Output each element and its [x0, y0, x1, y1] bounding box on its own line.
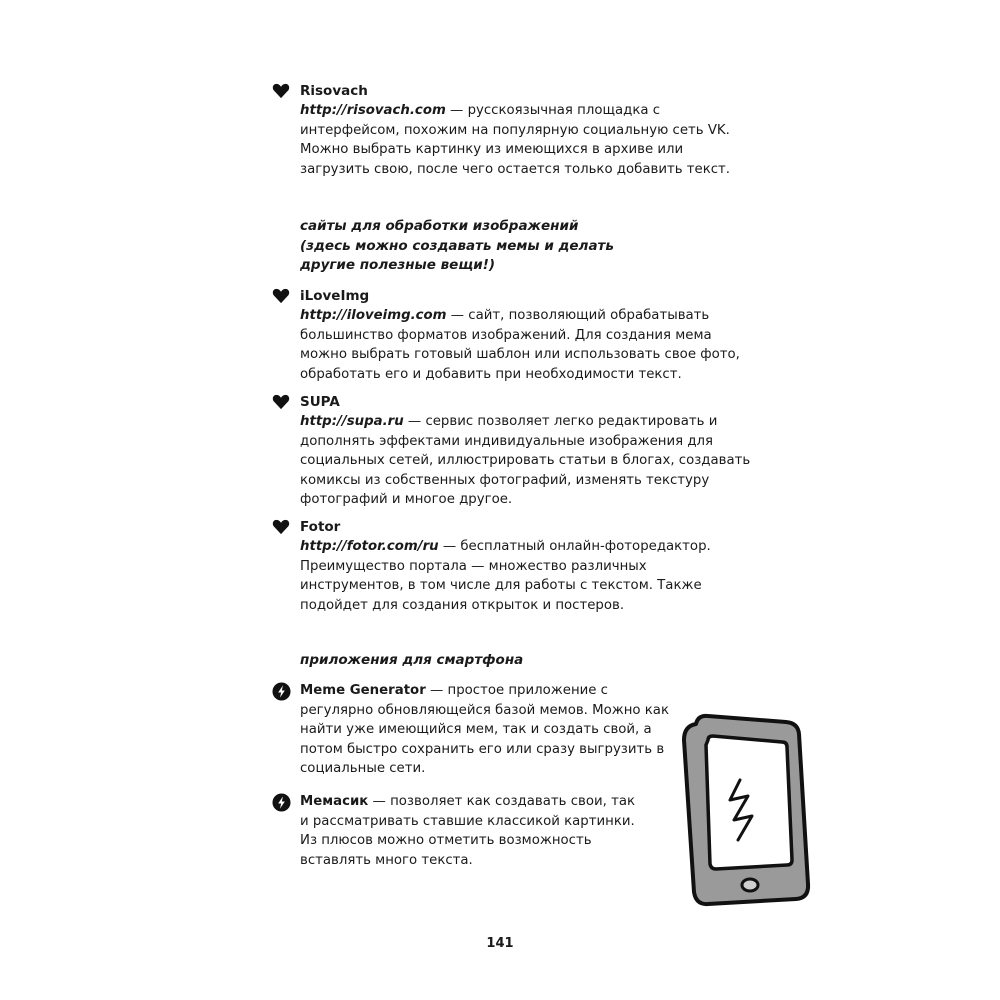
site-url: http://iloveimg.com — [300, 308, 447, 323]
app-entry-memasik — [300, 792, 640, 870]
heart-icon — [272, 519, 290, 535]
lightning-icon — [272, 793, 291, 812]
app-name: Мемасик — [300, 794, 369, 809]
app-description: — простое приложение с регулярно обновляющейся базой мемов. Можно как найти уже имеющийся мем, так и создать свой, а потом быстро сохранить его или сразу выгрузить в социальные сети. — [300, 683, 669, 777]
site-entry-iloveimg — [300, 286, 752, 384]
site-text: — бесплатный онлайн-фоторедактор. Преимущество портала — множество различных инструментов, в том числе для работы с текстом. Также подойдет для создания открыток и постеров. — [300, 539, 711, 613]
heart-icon — [272, 83, 290, 99]
site-text: — сайт, позволяющий обрабатывать большинство форматов изображений. Для создания мема можно выбрать готовый шаблон или использовать свое фото, обработать его и добавить при необходимости текст. — [300, 308, 740, 382]
site-title: Risovach — [300, 83, 368, 99]
app-name: Meme Generator — [300, 683, 426, 698]
smartphone-icon — [678, 712, 814, 912]
page-number: 141 — [486, 936, 514, 951]
site-text: — русскоязычная площадка с интерфейсом, похожим на популярную социальную сеть VK. Можно выбрать картинку из имеющихся в архиве или загрузить свою, после чего остается только добавить текст. — [300, 103, 731, 177]
app-entry-meme-generator — [300, 681, 678, 779]
site-description — [300, 537, 752, 615]
site-url: http://supa.ru — [300, 414, 404, 429]
section-heading-apps: приложения для смартфона — [300, 652, 524, 668]
lightning-icon — [272, 682, 291, 701]
site-title: iLoveImg — [300, 288, 370, 304]
site-entry-supa — [300, 392, 752, 510]
site-url: http://risovach.com — [300, 103, 446, 118]
heart-icon — [272, 288, 290, 304]
site-entry-fotor — [300, 517, 752, 615]
app-description: — позволяет как создавать свои, так и рассматривать ставшие классикой картинки. Из плюсов можно отметить возможность вставлять много текста. — [300, 794, 635, 868]
site-title: Fotor — [300, 519, 341, 535]
site-url: http://fotor.com/ru — [300, 539, 439, 554]
site-entry-risovach — [300, 81, 752, 179]
site-description — [300, 306, 752, 384]
section-heading-image-sites: сайты для обработки изображений (здесь можно создавать мемы и делать другие полезные вещи!) — [300, 218, 614, 274]
site-text: — сервис позволяет легко редактировать и дополнять эффектами индивидуальные изображения для социальных сетей, иллюстрировать статьи в блогах, создавать комиксы из собственных фотографий, изменять текстуру фотографий и многое другое. — [300, 414, 751, 508]
site-description — [300, 101, 752, 179]
heart-icon — [272, 394, 290, 410]
site-description — [300, 412, 752, 510]
site-title: SUPA — [300, 394, 340, 410]
